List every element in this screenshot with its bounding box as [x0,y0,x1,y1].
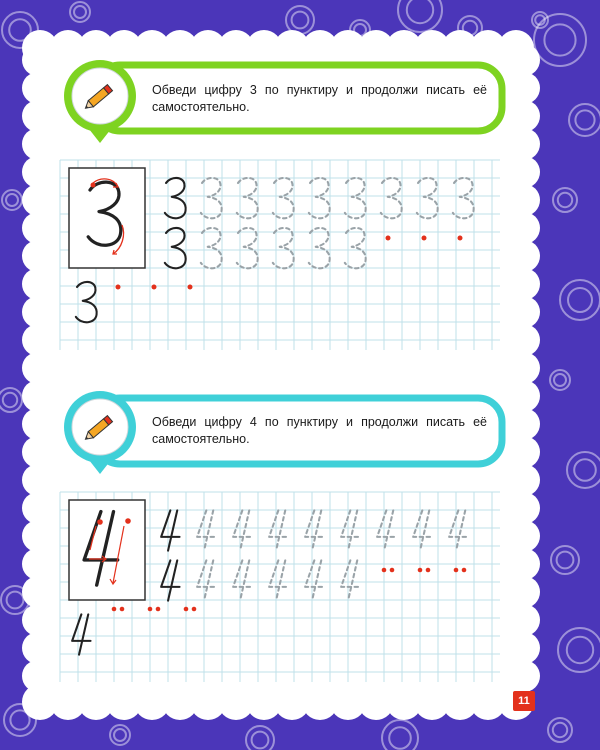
cloud-scallop [508,632,540,664]
bubble [553,188,577,212]
sample-box-3 [69,168,145,268]
cloud-scallop [508,156,540,188]
red-dot [152,285,157,290]
cloud-scallop [508,548,540,580]
instruction-text-3: Обведи цифру 3 по пунктиру и продолжи писать её самостоятельно. [152,83,487,114]
cloud-scallop [508,436,540,468]
bubble [548,718,572,742]
bubble [554,374,566,386]
bubble [568,288,592,312]
red-dot [188,285,193,290]
red-dot [462,568,467,573]
cloud-scallop [508,240,540,272]
cloud-scallop [22,268,54,300]
bubble [574,459,596,481]
cloud-scallop [508,324,540,356]
page-number: 11 [513,691,535,711]
cloud-scallop [22,352,54,384]
cloud-scallop [508,296,540,328]
red-dot [386,236,391,241]
bubble [534,14,586,66]
cloud-scallop [22,408,54,440]
cloud-scallop [508,100,540,132]
cloud-scallop [22,604,54,636]
cloud-scallop [22,296,54,328]
cloud-scallop [22,212,54,244]
bubble [407,0,433,23]
red-dot [156,607,161,612]
cloud-scallop [508,492,540,524]
bubble [286,6,314,34]
cloud-scallop [22,156,54,188]
bubble [74,6,86,18]
cloud-scallop [508,128,540,160]
red-dot [458,236,463,241]
red-dot [116,285,121,290]
red-dot [192,607,197,612]
bubble [252,732,269,749]
bubble [567,637,593,663]
bubble [114,729,126,741]
cloud-scallop [22,324,54,356]
cloud-scallop [508,352,540,384]
red-dot [112,607,117,612]
bubble [544,24,575,55]
cloud-scallop [22,128,54,160]
red-dot [184,607,189,612]
red-dot [390,568,395,573]
cloud-scallop [508,604,540,636]
cloud-scallop [22,436,54,468]
cloud-scallop [22,44,54,76]
bubble [575,110,594,129]
bubble [557,552,574,569]
bubble [398,0,442,32]
cloud-scallop [508,660,540,692]
sample-box-4 [69,500,145,600]
cloud-scallop [22,576,54,608]
red-dot [454,568,459,573]
cloud-scallop [22,492,54,524]
cloud-scallop [508,380,540,412]
cloud-scallop [22,464,54,496]
cloud-scallop [22,548,54,580]
cloud-scallop [508,72,540,104]
cloud-scallop [508,212,540,244]
bubble [382,720,418,750]
bubble [551,546,579,574]
bubble [389,727,411,749]
bubble [292,12,309,29]
bubble [553,723,567,737]
cloud-scallop [22,240,54,272]
red-dot [382,568,387,573]
cloud-scallop [508,184,540,216]
cloud-scallop [22,632,54,664]
cloud-scallop [508,464,540,496]
cloud-scallop [508,268,540,300]
red-dot [148,607,153,612]
red-dot [120,607,125,612]
cloud-scallop [22,380,54,412]
instruction-text-4: Обведи цифру 4 по пунктиру и продолжи писать её самостоятельно. [152,415,487,446]
bubble [7,592,24,609]
red-dot [418,568,423,573]
cloud-scallop [508,576,540,608]
cloud-scallop [22,72,54,104]
cloud-scallop [508,520,540,552]
cloud-scallop [22,184,54,216]
bubble [3,393,17,407]
red-dot [422,236,427,241]
bubble [6,194,18,206]
cloud-scallop [508,408,540,440]
red-dot [426,568,431,573]
cloud-scallop [22,520,54,552]
cloud-scallop [508,44,540,76]
cloud-scallop [22,100,54,132]
bubble [246,726,274,750]
cloud-scallop [22,660,54,692]
bubble [560,280,600,320]
bubble [558,193,572,207]
